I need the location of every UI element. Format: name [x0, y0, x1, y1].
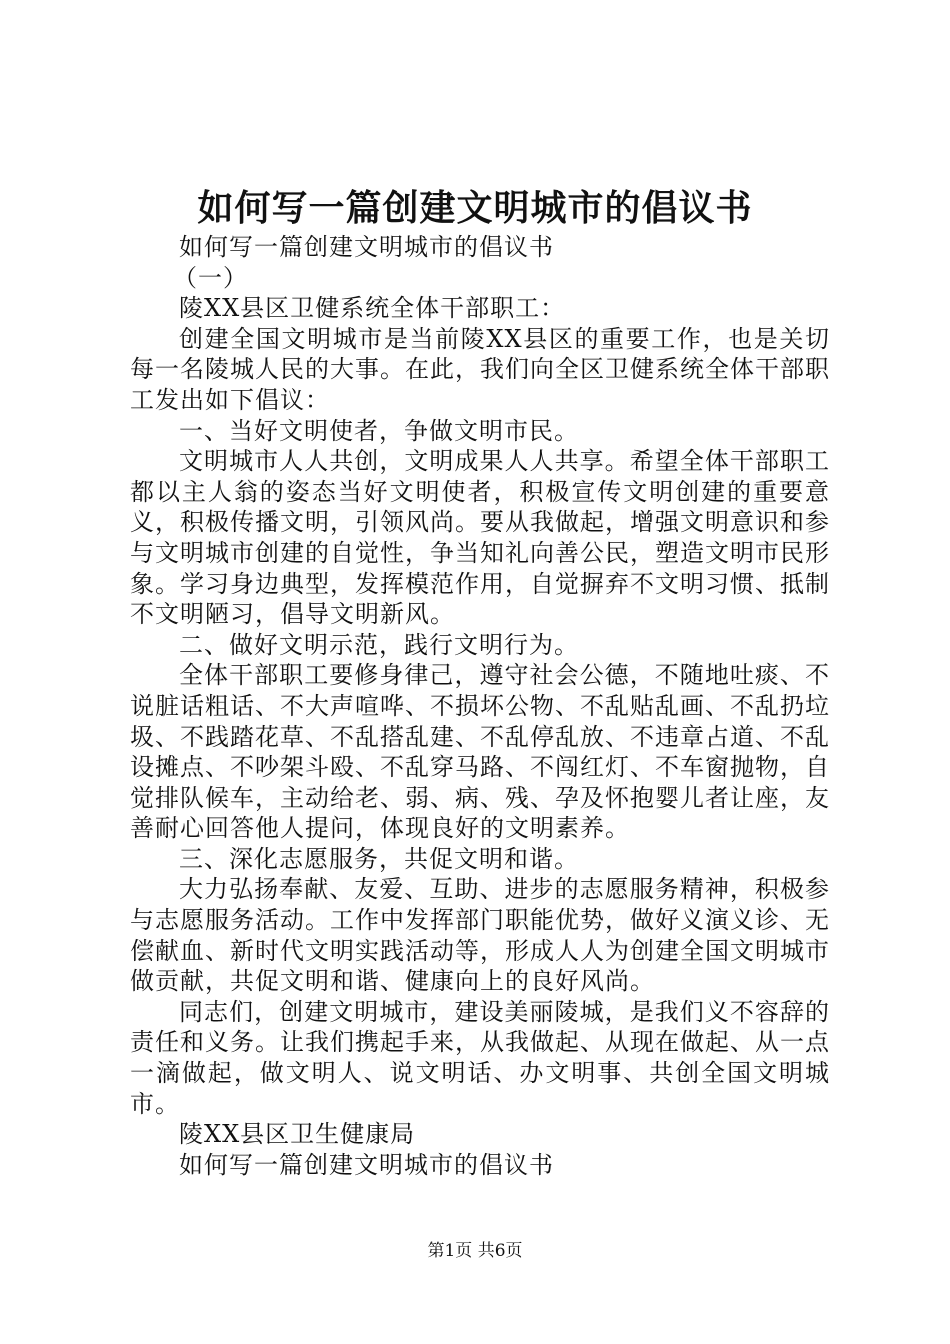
subtitle-line: 如何写一篇创建文明城市的倡议书	[179, 233, 554, 261]
heading-two: 二、做好文明示范，践行文明行为。	[179, 630, 579, 659]
paragraph-closing: 同志们，创建文明城市，建设美丽陵城，是我们义不容辞的责任和义务。让我们携起手来，从我做起、从现在做起、从一点一滴做起，做文明人、说文明话、办文明事、共创全国文明城市。	[130, 997, 830, 1118]
paragraph-two: 全体干部职工要修身律己，遵守社会公德，不随地吐痰、不说脏话粗话、不大声喧哗、不损坏公物、不乱贴乱画、不乱扔垃圾、不践踏花草、不乱搭乱建、不乱停乱放、不违章占道、不乱设摊点、不吵架斗殴、不乱穿马路、不闯红灯、不车窗抛物，自觉排队候车，主动给老、弱、病、残、孕及怀抱婴儿者让座，友善耐心回答他人提问，体现良好的文明素养。	[130, 661, 830, 843]
page-footer: 第1页 共6页	[427, 1241, 523, 1261]
paragraph-one: 文明城市人人共创，文明成果人人共享。希望全体干部职工都以主人翁的姿态当好文明使者，积极宣传文明创建的重要意义，积极传播文明，引领风尚。要从我做起，增强文明意识和参与文明城市创建的自觉性，争当知礼向善公民，塑造文明市民形象。学习身边典型，发挥模范作用，自觉摒弃不文明习惯、抵制不文明陋习，倡导文明新风。	[130, 447, 830, 629]
next-section-title: 如何写一篇创建文明城市的倡议书	[179, 1150, 554, 1179]
document-title: 如何写一篇创建文明城市的倡议书	[197, 187, 753, 229]
paragraph-intro: 创建全国文明城市是当前陵XX县区的重要工作，也是关切每一名陵城人民的大事。在此，我们向全区卫健系统全体干部职工发出如下倡议：	[130, 324, 830, 414]
heading-one: 一、当好文明使者，争做文明市民。	[179, 416, 579, 445]
paragraph-three: 大力弘扬奉献、友爱、互助、进步的志愿服务精神，积极参与志愿服务活动。工作中发挥部门职能优势，做好义演义诊、无偿献血、新时代文明实践活动等，形成人人为创建全国文明城市做贡献，共促文明和谐、健康向上的良好风尚。	[130, 875, 830, 996]
section-marker: （一）	[173, 263, 248, 292]
heading-three: 三、深化志愿服务，共促文明和谐。	[179, 844, 579, 873]
salutation: 陵XX县区卫健系统全体干部职工：	[179, 294, 566, 323]
signature: 陵XX县区卫生健康局	[179, 1120, 416, 1149]
document-body	[130, 232, 830, 1180]
